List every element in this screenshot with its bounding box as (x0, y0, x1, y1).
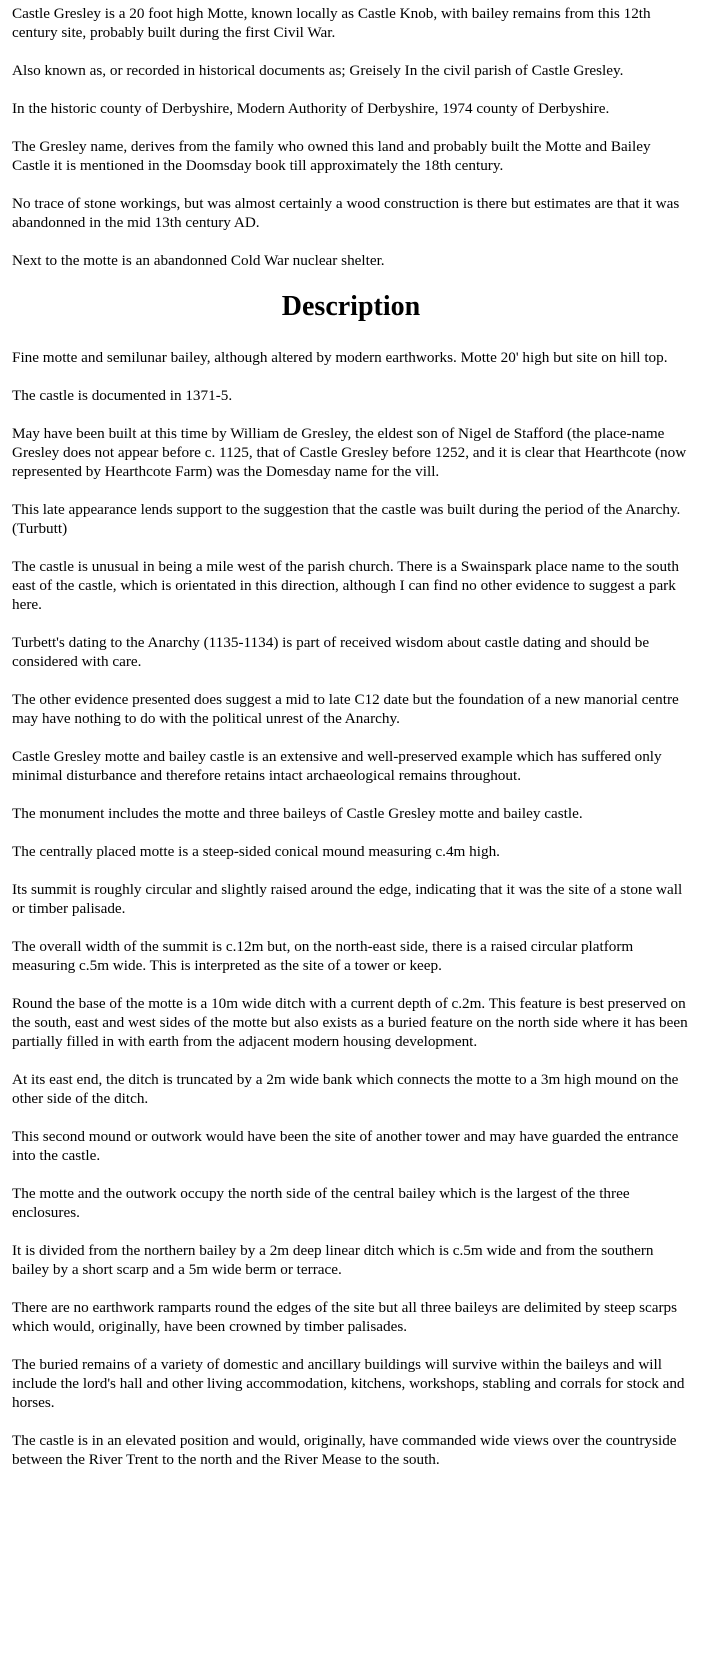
description-paragraph-8: Castle Gresley motte and bailey castle is an extensive and well-preserved example which has suffered only minimal disturbance and therefore retains intact archaeological remains throughout. (12, 748, 662, 784)
description-paragraph-2: The castle is documented in 1371-5. (12, 387, 233, 404)
intro-section (12, 4, 690, 270)
description-paragraph-12: The overall width of the summit is c.12m but, on the north-east side, there is a raised circular platform measuring c.5m wide. This is interpreted as the site of a tower or keep. (12, 938, 634, 974)
intro-paragraph-5: No trace of stone workings, but was almost certainly a wood construction is there but estimates are that it was abandonned in the mid 13th century AD. (12, 195, 680, 231)
description-paragraph-17: It is divided from the northern bailey by a 2m deep linear ditch which is c.5m wide and from the southern bailey by a short scarp and a 5m wide berm or terrace. (12, 1242, 654, 1278)
intro-paragraph-2: Also known as, or recorded in historical documents as; Greisely In the civil parish of Castle Gresley. (12, 62, 624, 79)
description-paragraph-19: The buried remains of a variety of domestic and ancillary buildings will survive within the baileys and will include the lord's hall and other living accommodation, kitchens, workshops, stabling and corrals for stock and horses. (12, 1356, 685, 1411)
description-paragraph-18: There are no earthwork ramparts round the edges of the site but all three baileys are delimited by steep scarps which would, originally, have been crowned by timber palisades. (12, 1299, 678, 1335)
intro-paragraph-6: Next to the motte is an abandonned Cold War nuclear shelter. (12, 252, 385, 269)
intro-paragraph-3: In the historic county of Derbyshire, Modern Authority of Derbyshire, 1974 county of Derbyshire. (12, 100, 610, 117)
description-paragraph-6: Turbett's dating to the Anarchy (1135-1134) is part of received wisdom about castle dating and should be considered with care. (12, 634, 650, 670)
description-paragraph-14: At its east end, the ditch is truncated by a 2m wide bank which connects the motte to a 3m high mound on the other side of the ditch. (12, 1071, 679, 1107)
description-section (12, 348, 690, 1469)
description-paragraph-16: The motte and the outwork occupy the north side of the central bailey which is the largest of the three enclosures. (12, 1185, 630, 1221)
intro-paragraph-4: The Gresley name, derives from the family who owned this land and probably built the Motte and Bailey Castle it is mentioned in the Doomsday book till approximately the 18th century. (12, 138, 651, 174)
description-paragraph-7: The other evidence presented does suggest a mid to late C12 date but the foundation of a new manorial centre may have nothing to do with the political unrest of the Anarchy. (12, 691, 679, 727)
description-paragraph-3: May have been built at this time by William de Gresley, the eldest son of Nigel de Stafford (the place-name Gresley does not appear before c. 1125, that of Castle Gresley before 1252, and it is clear that Hearthcote (now represented by Hearthcote Farm) was the Domesday name for the vill. (12, 425, 687, 480)
description-paragraph-9: The monument includes the motte and three baileys of Castle Gresley motte and bailey castle. (12, 805, 583, 822)
description-paragraph-10: The centrally placed motte is a steep-sided conical mound measuring c.4m high. (12, 843, 500, 860)
description-paragraph-11: Its summit is roughly circular and slightly raised around the edge, indicating that it was the site of a stone wall or timber palisade. (12, 881, 683, 917)
description-heading: Description (281, 291, 421, 322)
description-paragraph-1: Fine motte and semilunar bailey, although altered by modern earthworks. Motte 20' high but site on hill top. (12, 349, 668, 366)
description-paragraph-20: The castle is in an elevated position and would, originally, have commanded wide views over the countryside between the River Trent to the north and the River Mease to the south. (12, 1432, 677, 1468)
description-paragraph-15: This second mound or outwork would have been the site of another tower and may have guarded the entrance into the castle. (12, 1128, 679, 1164)
description-paragraph-5: The castle is unusual in being a mile west of the parish church. There is a Swainspark place name to the south east of the castle, which is orientated in this direction, although I can find no other evidence to suggest a park here. (12, 558, 679, 613)
description-paragraph-13: Round the base of the motte is a 10m wide ditch with a current depth of c.2m. This feature is best preserved on the south, east and west sides of the motte but also exists as a buried feature on the north side where it has been partially filled in with earth from the adjacent modern housing development. (12, 995, 688, 1050)
intro-paragraph-1: Castle Gresley is a 20 foot high Motte, known locally as Castle Knob, with bailey remains from this 12th century site, probably built during the first Civil War. (12, 5, 651, 41)
description-paragraph-4: This late appearance lends support to the suggestion that the castle was built during the period of the Anarchy. (Turbutt) (12, 501, 681, 537)
